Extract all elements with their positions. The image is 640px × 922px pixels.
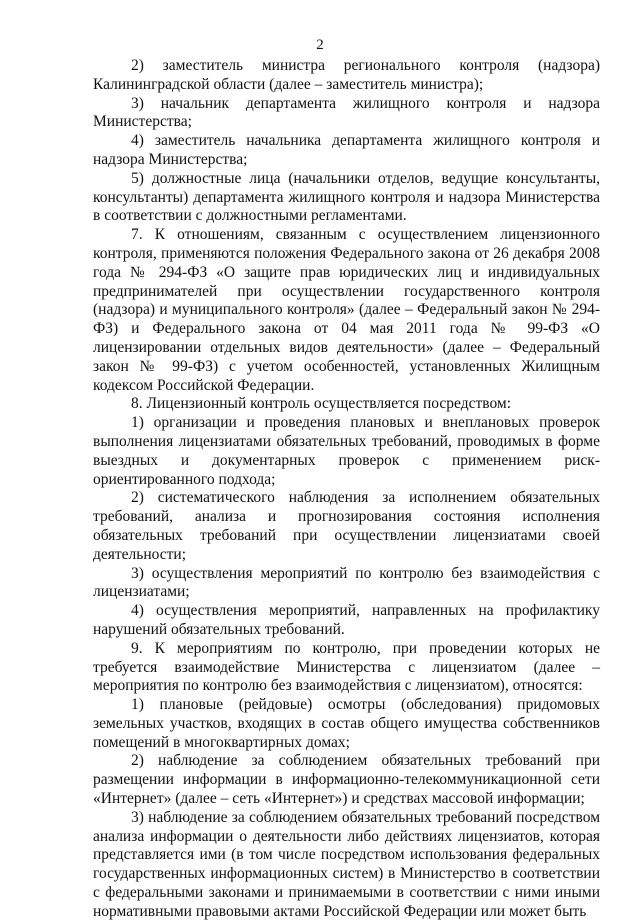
paragraph-deputy-department-head: 4) заместитель начальника департамента жилищного контроля и надзора Министерства; [93, 132, 600, 168]
paragraph-8-item-4: 4) осуществления мероприятий, направленных на профилактику нарушений обязательных требований. [93, 602, 600, 638]
paragraph-officials: 5) должностные лица (начальники отделов, ведущие консультанты, консультанты) департамента жилищного контроля и надзора Министерства в соответствии с должностными регламентами. [93, 169, 600, 225]
page-number: 2 [316, 37, 324, 53]
paragraph-department-head: 3) начальник департамента жилищного контроля и надзора Министерства; [93, 94, 600, 131]
paragraph-9-item-1: 1) плановые (рейдовые) осмотры (обследования) придомовых земельных участков, входящих в состав общего имущества собственников помещений в многоквартирных домах; [93, 696, 600, 751]
paragraph-section-7: 7. К отношениям, связанным с осуществлением лицензионного контроля, применяются положения Федерального закона от 26 декабря 2008 года № 294-ФЗ «О защите прав юридических лиц и индивидуальных предпринимателей при осуществлении государственного контроля (надзора) и муниципального контроля» (далее – Федеральный закон № 294-ФЗ) и Федерального закона от 04 мая 2011 года № 99-ФЗ «О лицензировании отдельных видов деятельности» (далее – Федеральный закон № 99-ФЗ) с учетом особенностей, установленных Жилищным кодексом Российской Федерации. [93, 226, 600, 394]
paragraph-9-item-2: 2) наблюдение за соблюдением обязательных требований при размещении информации в информационно-телекоммуникационной сети «Интернет» (далее – сеть «Интернет») и средствах массовой информации; [93, 752, 600, 808]
document-body [93, 57, 600, 922]
paragraph-deputy-minister: 2) заместитель министра регионального контроля (надзора) Калининградской области (далее – заместитель министра); [93, 57, 600, 93]
paragraph-8-item-3: 3) осуществления мероприятий по контролю без взаимодействия с лицензиатами; [93, 564, 600, 601]
paragraph-section-9: 9. К мероприятиям по контролю, при проведении которых не требуется взаимодействие Министерства с лицензиатом (далее – мероприятия по контролю без взаимодействия с лицензиатом), относятся: [93, 639, 600, 695]
paragraph-8-item-1: 1) организации и проведения плановых и внеплановых проверок выполнения лицензиатами обязательных требований, проводимых в форме выездных и документарных проверок с применением риск-ориентированного подхода; [93, 414, 600, 488]
paragraph-9-item-3: 3) наблюдение за соблюдением обязательных требований посредством анализа информации о деятельности либо действиях лицензиатов, которая представляется ими (в том числе посредством использования федеральных государственных информационных систем) в Министерство в соответствии с федеральными законами и принимаемыми в соответствии с ними иными нормативными правовыми актами Российской Федерации или может быть [93, 808, 600, 920]
paragraph-8-item-2: 2) систематического наблюдения за исполнением обязательных требований, анализа и прогнозирования состояния исполнения обязательных требований при осуществлении лицензиатами своей деятельности; [93, 489, 600, 563]
paragraph-section-8: 8. Лицензионный контроль осуществляется посредством: [131, 395, 512, 413]
